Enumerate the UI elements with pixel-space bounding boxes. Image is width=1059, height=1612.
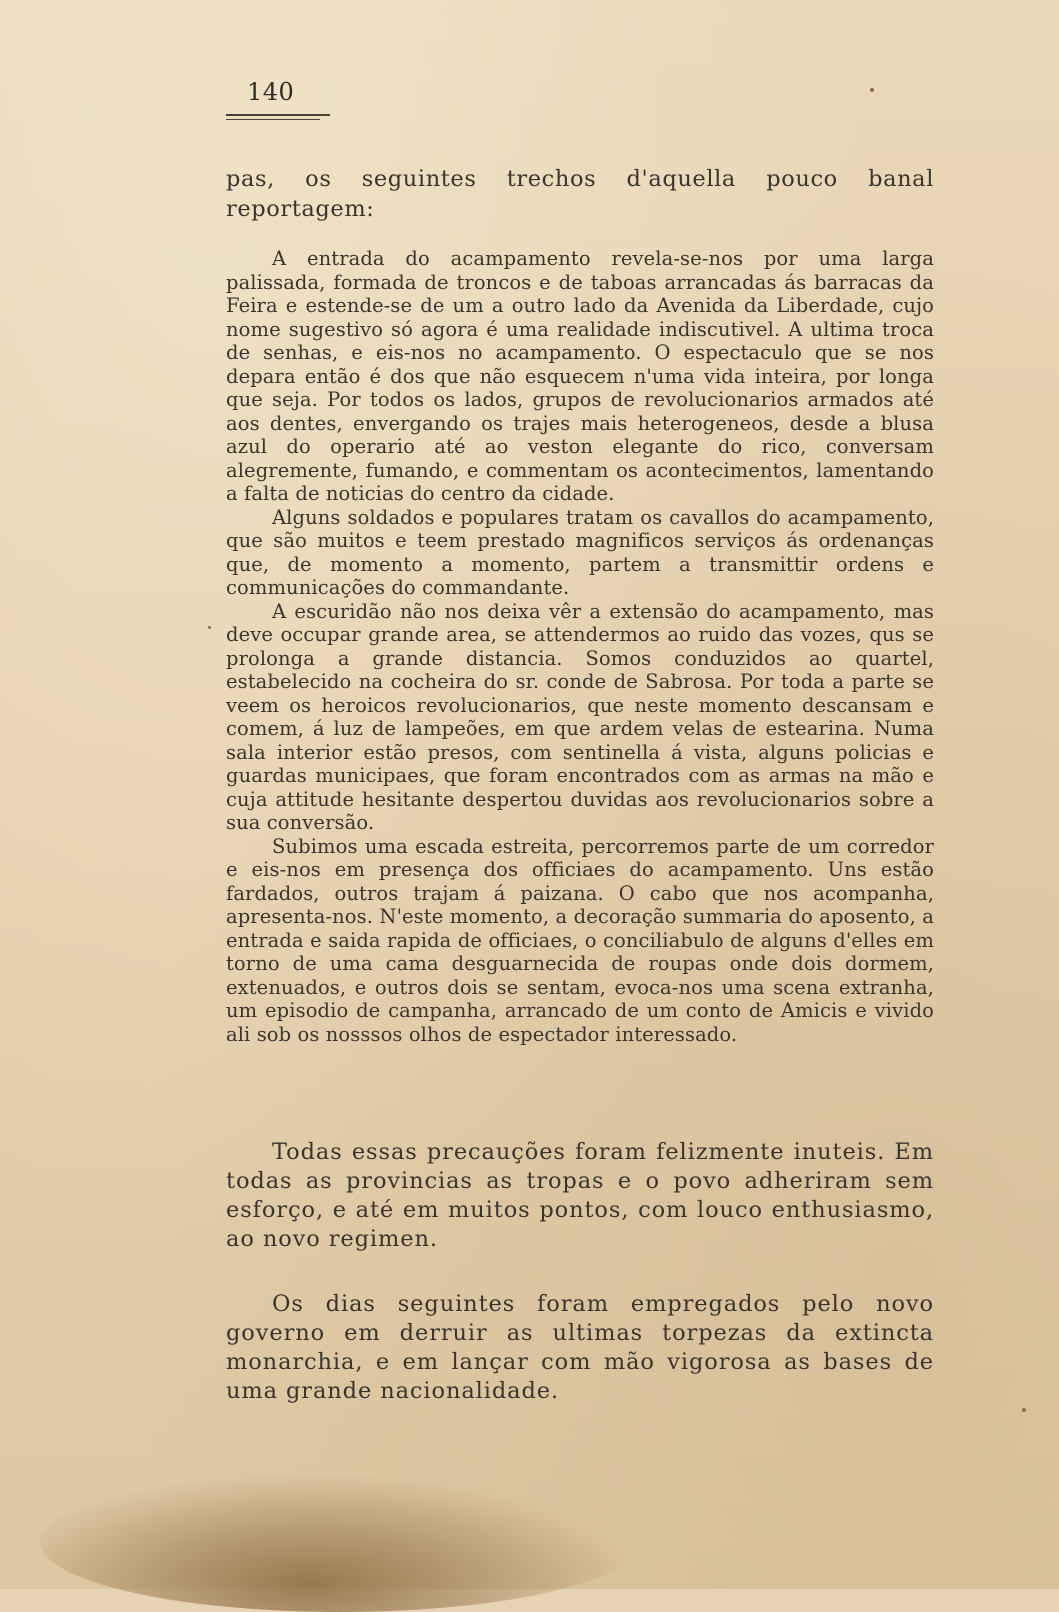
paper-speck — [1022, 1408, 1026, 1412]
intro-paragraph: pas, os seguintes trechos d'aquella pouco banal reportagem: — [226, 166, 934, 222]
paper-stain — [40, 1472, 640, 1612]
paper-speck — [870, 88, 874, 92]
header-rule — [226, 114, 330, 116]
header-rule-thin — [226, 119, 320, 120]
paper-speck — [208, 626, 211, 629]
page-number: 140 — [247, 78, 295, 106]
quote-paragraph: A escuridão não nos deixa vêr a extensão do acampamento, mas deve occupar grande area, se attendermos ao ruido das vozes, qus se prolonga a grande distancia. Somos conduzidos ao quartel, estabelecido na cocheira do sr. conde de Sabrosa. Por toda a parte se veem os heroicos revolucionarios, que neste momento descansam e comem, á luz de lampeões, em que ardem velas de estearina. Numa sala interior estão presos, com sentinella á vista, alguns policias e guardas municipaes, que foram encontrados com as armas na mão e cuja attitude hesitante despertou duvidas aos revolucionarios sobre a sua conversão. — [226, 599, 934, 834]
quote-paragraph: A entrada do acampamento revela-se-nos por uma larga palissada, formada de troncos e de taboas arrancadas ás barracas da Feira e estende-se de um a outro lado da Avenida da Liberdade, cujo nome sugestivo só agora é uma realidade indiscutivel. A ultima troca de senhas, e eis-nos no acampamento. O espectaculo que se nos depara então é dos que não esquecem n'uma vida inteira, por longa que seja. Por todos os lados, grupos de revolucionarios armados até aos dentes, envergando os trajes mais heterogeneos, desde a blusa azul do operario até ao veston elegante do rico, conversam alegremente, fumando, e commentam os acontecimentos, lamentando a falta de noticias do centro da cidade. — [226, 247, 934, 505]
body-paragraph: Os dias seguintes foram empregados pelo novo governo em derruir as ultimas torpezas da extincta monarchia, e em lançar com mão vigorosa as bases de uma grande nacionalidade. — [226, 1291, 934, 1404]
body-text-block — [226, 1138, 934, 1254]
intro-text-block — [226, 164, 934, 224]
quoted-report — [226, 247, 934, 1046]
quote-paragraph: Subimos uma escada estreita, percorremos parte de um corredor e eis-nos em presença dos officiaes do acampamento. Uns estão fardados, outros trajam á paizana. O cabo que nos acompanha, apresenta-nos. N'este momento, a decoração summaria do aposento, a entrada e saida rapida de officiaes, o conciliabulo de alguns d'elles em torno de uma cama desguarnecida de roupas onde dois dormem, extenuados, e outros dois se sentam, evoca-nos uma scena extranha, um episodio de campanha, arrancado de um conto de Amicis e vivido ali sob os nosssos olhos de espectador interessado. — [226, 834, 934, 1046]
body-paragraph: Todas essas precauções foram felizmente inuteis. Em todas as provincias as tropas e o povo adheriram sem esforço, e até em muitos pontos, com louco enthusiasmo, ao novo regimen. — [226, 1139, 934, 1252]
quote-paragraph: Alguns soldados e populares tratam os cavallos do acampamento, que são muitos e teem prestado magnificos serviços ás ordenanças que, de momento a momento, partem a transmittir ordens e communicações do commandante. — [226, 505, 934, 599]
body-text-block — [226, 1290, 934, 1406]
